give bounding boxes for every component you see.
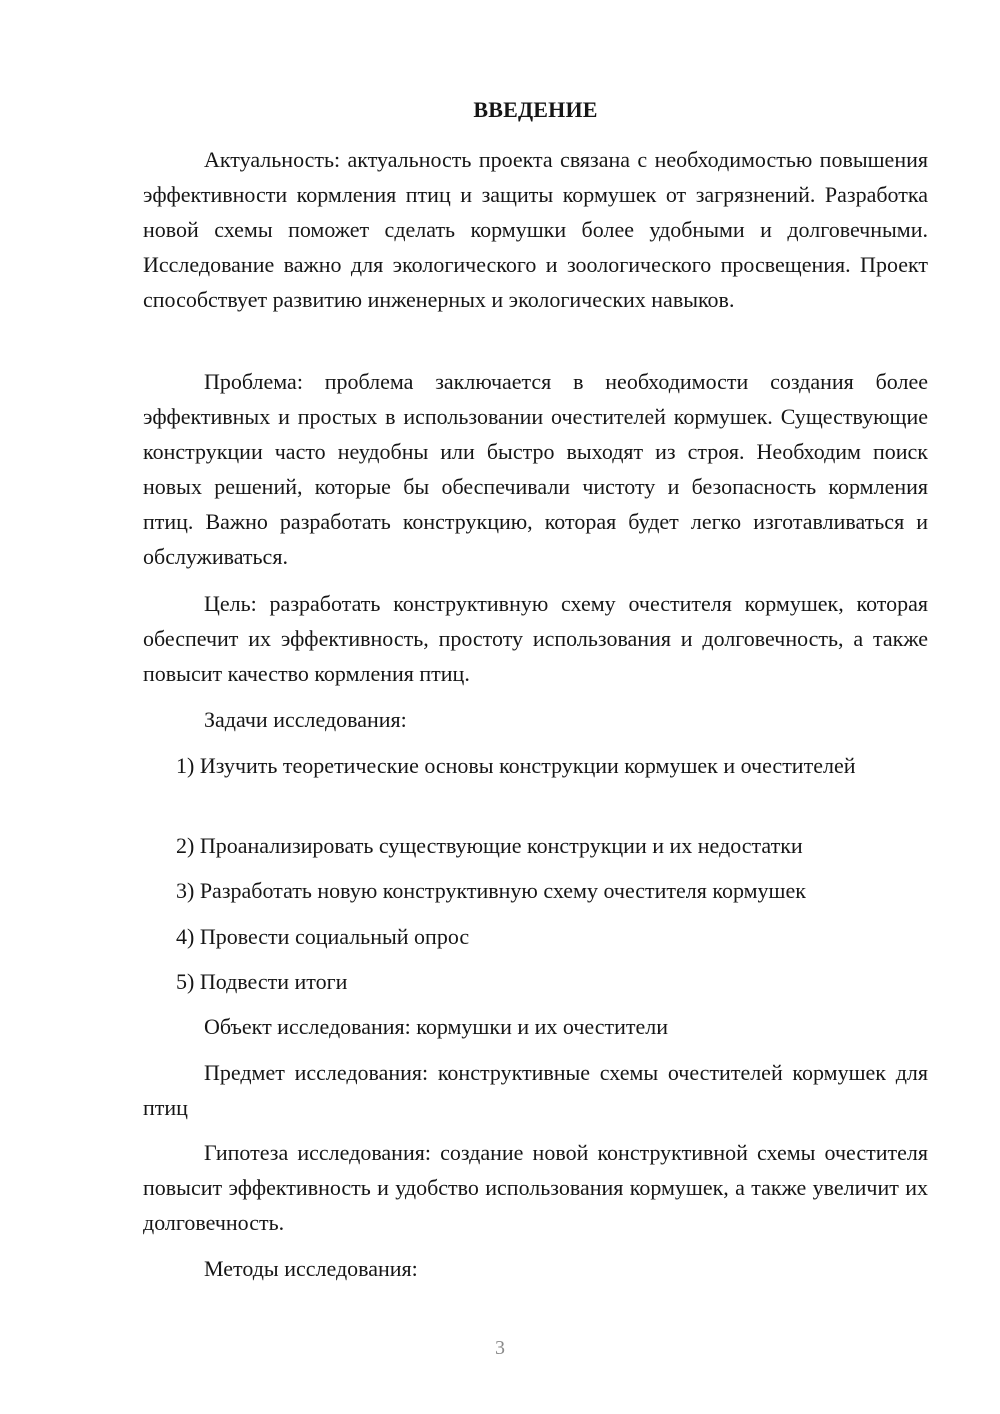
task-item-3: 3) Разработать новую конструктивную схему очестителя кормушек: [176, 878, 806, 903]
goal-paragraph-block: [143, 586, 928, 691]
goal-paragraph: Цель: разработать конструктивную схему очестителя кормушек, которая обеспечит их эффективность, простоту использования и долговечность, а также повысит качество кормления птиц.: [143, 591, 928, 686]
methods-title-block: [143, 1251, 928, 1286]
object-paragraph-block: [143, 1009, 928, 1044]
hypothesis-paragraph: Гипотеза исследования: создание новой конструктивной схемы очестителя повысит эффективность и удобство использования кормушек, а также увеличит их долговечность.: [143, 1140, 928, 1235]
task-item-1: 1) Изучить теоретические основы конструкции кормушек и очестителей: [176, 753, 856, 778]
subject-paragraph-block: [143, 1055, 928, 1125]
methods-title: Методы исследования:: [204, 1256, 418, 1281]
task-list-item: [143, 873, 928, 908]
page-title: ВВЕДЕНИЕ: [473, 97, 598, 122]
task-list-item: [143, 964, 928, 999]
relevance-paragraph: Актуальность: актуальность проекта связана с необходимостью повышения эффективности кормления птиц и защиты кормушек от загрязнений. Разработка новой схемы поможет сделать кормушки более удобными и долговечными. Исследование важно для экологического и зоологического просвещения. Проект способствует развитию инженерных и экологических навыков.: [143, 147, 928, 312]
task-list-item: [143, 748, 928, 783]
task-list-item: [143, 828, 928, 863]
task-item-5: 5) Подвести итоги: [176, 969, 348, 994]
hypothesis-paragraph-block: [143, 1135, 928, 1240]
problem-paragraph: Проблема: проблема заключается в необходимости создания более эффективных и простых в использовании очестителей кормушек. Существующие конструкции часто неудобны или быстро выходят из строя. Необходим поиск новых решений, которые бы обеспечивали чистоту и безопасность кормления птиц. Важно разработать конструкцию, которая будет легко изготавливаться и обслуживаться.: [143, 369, 928, 569]
task-item-4: 4) Провести социальный опрос: [176, 924, 470, 949]
task-item-2: 2) Проанализировать существующие конструкции и их недостатки: [176, 833, 803, 858]
object-paragraph: Объект исследования: кормушки и их очестители: [204, 1014, 668, 1039]
relevance-paragraph-block: [143, 142, 928, 317]
task-list-item: [143, 919, 928, 954]
tasks-title: Задачи исследования:: [204, 707, 407, 732]
subject-paragraph: Предмет исследования: конструктивные схемы очестителей кормушек для птиц: [143, 1060, 928, 1120]
page-number: 3: [495, 1337, 505, 1359]
tasks-title-block: [143, 702, 928, 737]
problem-paragraph-block: [143, 364, 928, 574]
